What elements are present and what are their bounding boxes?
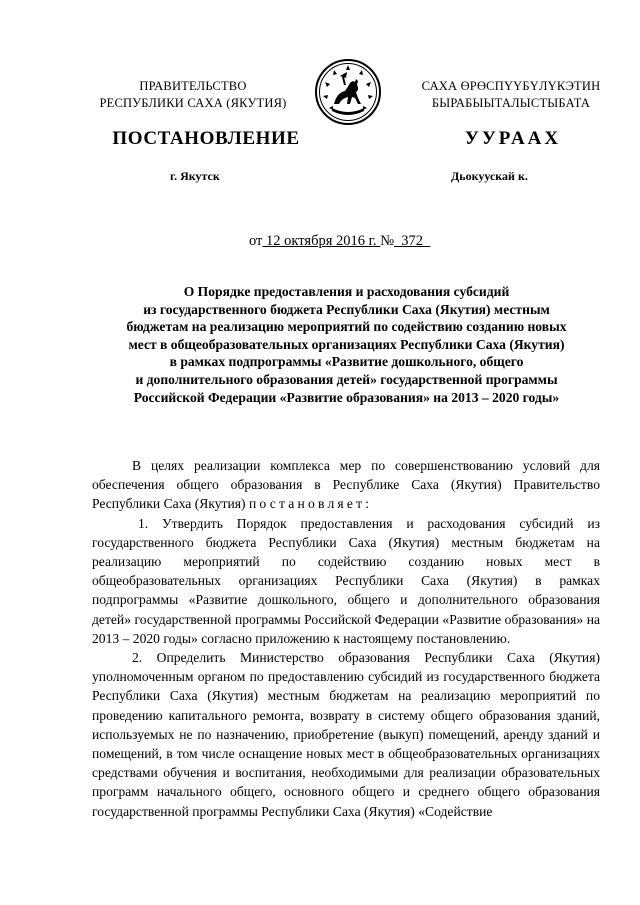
- dateline-date: 12 октября 2016 г.: [266, 233, 377, 249]
- header-left-line1: ПРАВИТЕЛЬСТВО: [139, 79, 247, 93]
- title-line: Российской Федерации «Развитие образования» на 2013 – 2020 годы»: [133, 389, 560, 405]
- dateline: [249, 233, 430, 250]
- title-line: и дополнительного образования детей» государственной программы: [135, 371, 558, 387]
- header-right: [392, 78, 630, 112]
- header-left: [88, 78, 298, 112]
- header-right-line1: САХА ӨРӨСПҮҮБҮЛҮКЭТИН: [421, 79, 601, 93]
- city-russian: г. Якутск: [170, 169, 220, 183]
- title-line: бюджетам на реализацию мероприятий по содействию созданию новых: [126, 319, 567, 335]
- header-left-line2: РЕСПУБЛИКИ САХА (ЯКУТИЯ): [99, 96, 287, 110]
- document-title: [92, 283, 601, 406]
- republic-coat-of-arms-icon: [314, 58, 382, 126]
- title-line: из государственного бюджета Республики Саха (Якутия) местным: [143, 301, 550, 317]
- doc-type-yakut: УУРААХ: [464, 128, 562, 149]
- dateline-number-label: №: [380, 233, 395, 249]
- dateline-prefix: от: [249, 233, 263, 249]
- title-line: в рамках подпрограммы «Развитие дошкольного, общего: [169, 354, 524, 370]
- title-line: О Порядке предоставления и расходования субсидий: [183, 284, 510, 299]
- header-right-line2: БЫРАБЫЫТАЛЫСТЫБАТА: [431, 96, 591, 110]
- body-paragraph-2: 2. Определить Министерство образования Республики Саха (Якутия) уполномоченным органом по предоставлению субсидий из государственного бюджета Республики Саха (Якутия) местным бюджетам на реализацию мероприятий по проведению капитального ремонта, возврату в систему общего образования зданий, используемых не по назначению, приобретение (выкуп) помещений, аренду зданий и помещений, в том числе оснащение новых мест в общеобразовательных организациях средствами обучения и воспитания, необходимыми для реализации образовательных программ начального общего, основного общего и среднего общего образования государственной программы Республики Саха (Якутия) «Содействие: [92, 650, 600, 819]
- title-line: мест в общеобразовательных организациях Республики Саха (Якутия): [128, 336, 565, 352]
- doc-type-russian: ПОСТАНОВЛЕНИЕ: [112, 128, 300, 149]
- preamble-paragraph: В целях реализации комплекса мер по совершенствованию условий для обеспечения общего образования в Республике Саха (Якутия) Правительство Республики Саха (Якутия) постановляет:: [92, 458, 600, 512]
- preamble-verb: постановляет:: [248, 496, 373, 512]
- body-paragraph-1: 1. Утвердить Порядок предоставления и расходования субсидий из государственного бюджета Республики Саха (Якутия) местным бюджетам на реализацию мероприятий по содействию созданию новых мест в общеобразовательных организациях Республики Саха (Якутия) в рамках подпрограммы «Развитие дошкольного, общего и дополнительного образования детей» государственной программы Российской Федерации «Развитие образования» на 2013 – 2020 годы» согласно приложению к настоящему постановлению.: [92, 515, 600, 646]
- city-yakut: Дьокуускай к.: [451, 169, 528, 183]
- document-body: [92, 456, 600, 821]
- dateline-number: 372: [401, 233, 424, 249]
